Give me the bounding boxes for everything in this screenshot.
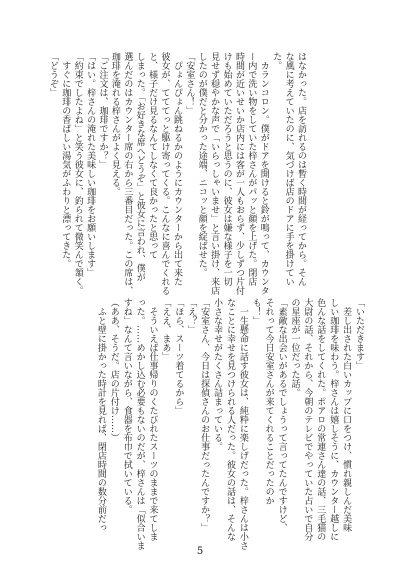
text-column: それって今日安室さんが来てくれることだったのか: [263, 298, 274, 505]
text-column: も！」: [250, 298, 261, 325]
text-column: したのが僕だと分かった途端、ニコッと顔を綻ばせた。: [196, 52, 207, 277]
text-column: 珈琲を淹れる梓さんがよく見える。: [109, 52, 120, 196]
text-column: 「どうぞ」: [47, 52, 58, 97]
text-column: 「ええ、まあ」: [160, 298, 171, 361]
text-column: しまった。「お好きな席へどうぞ」と彼女に言われ、僕が: [134, 52, 145, 282]
text-column: 見せず穏やかな声で「いらっしゃいませ」と言い掛け、来店: [209, 52, 220, 295]
text-column: 「安室さん！」: [184, 52, 195, 115]
text-column: 「え？」: [186, 298, 197, 334]
text-column: 「はい。梓さんの淹れた美味しい珈琲をお願いします」: [85, 52, 96, 277]
text-column: 差し出された白いカップに口をつけ、慣れ親しんだ美味: [341, 298, 352, 532]
text-column: 「安室さん、今日は探偵さんのお仕事だったんですか？」: [199, 298, 210, 532]
text-column: すね」なんて言いながら、食器を布巾で拭いている。: [121, 298, 132, 514]
text-column: た。: [271, 52, 282, 70]
text-column: ー内で洗い物をしていた梓さんがパッと顔を上げた。閉店: [246, 52, 257, 286]
upper-text-block: [46, 52, 307, 298]
text-column: 色んな話をしてくれた。ポアロの常連さん達の話、三毛猫の: [315, 298, 326, 541]
text-column: そういえば仕事帰りのくたびれたスーツのままで来てしま: [147, 298, 158, 541]
text-column: カランコロン。僕がドアを開けると鈴が鳴って、カウンタ: [258, 52, 269, 295]
page-number: 5: [196, 546, 204, 557]
text-column: 選んだのはカウンター席の右から三番目だった。この席は、: [122, 52, 133, 295]
text-column: はなかった。店を訪れるのは暫く時間が経ってから。そん: [296, 52, 306, 286]
text-column: 大尉の話、それから、今朝のテレビでやっていた占いで自分: [302, 298, 313, 541]
text-column: すぐに珈琲の香ばしい湯気がふわりと漂ってきた。: [60, 52, 71, 268]
text-column: と、様子だけ見るなんてしなくて良かったと思って: [147, 52, 158, 259]
text-column: 「素敵な出会いがあるでしょうって言ってたんですけど、: [276, 298, 287, 532]
text-column: しい珈琲を味わう。梓さんは嬉しそうに、カウンター越しに: [328, 298, 339, 541]
text-column: の星座が一位だった話。: [289, 298, 300, 397]
lower-text-block: [94, 298, 365, 550]
text-column: 彼女が、てててっと駆け寄ってくる。こんなに喜んでくれる: [159, 52, 170, 295]
text-column: 「いただきます」: [354, 298, 364, 370]
text-column: （ああ、そうだ。店の片付け……）: [108, 298, 119, 442]
text-column: った。……めかし込む必要もないのだが、梓さんは「似合いま: [134, 298, 145, 550]
text-column: 「約束でしたよね」と笑う彼女に、釣られて微笑んで頷く。: [72, 52, 83, 295]
text-column: 「ご注文は、珈琲ですか？」: [97, 52, 108, 169]
text-column: な風に考えていたのに、気づけば店のドアに手を掛けてい: [283, 52, 294, 286]
text-column: ふと壁に掛かった時計を見れば、閉店時間の数分前だっ: [95, 298, 106, 532]
text-column: 小さな幸せがたくさん詰まっている。: [212, 298, 223, 451]
text-column: なことに幸せを見つけられる人だった。彼女の話は、そんな: [224, 298, 235, 541]
text-column: 時間が近いせいか店内には客が一人もおらず、少しずつ片付: [233, 52, 244, 295]
text-column: 「ほら、スーツ着てるから」: [173, 298, 184, 415]
text-column: ぴょんぴょん跳ねるかのようにカウンターから出て来た: [171, 52, 182, 286]
text-column: けも始めていただろうと思うのに、彼女は嫌な様子を一切: [221, 52, 232, 286]
text-column: 一生懸命に話す彼女は、純粋に楽しげだった。梓さんは小さ: [237, 298, 248, 550]
